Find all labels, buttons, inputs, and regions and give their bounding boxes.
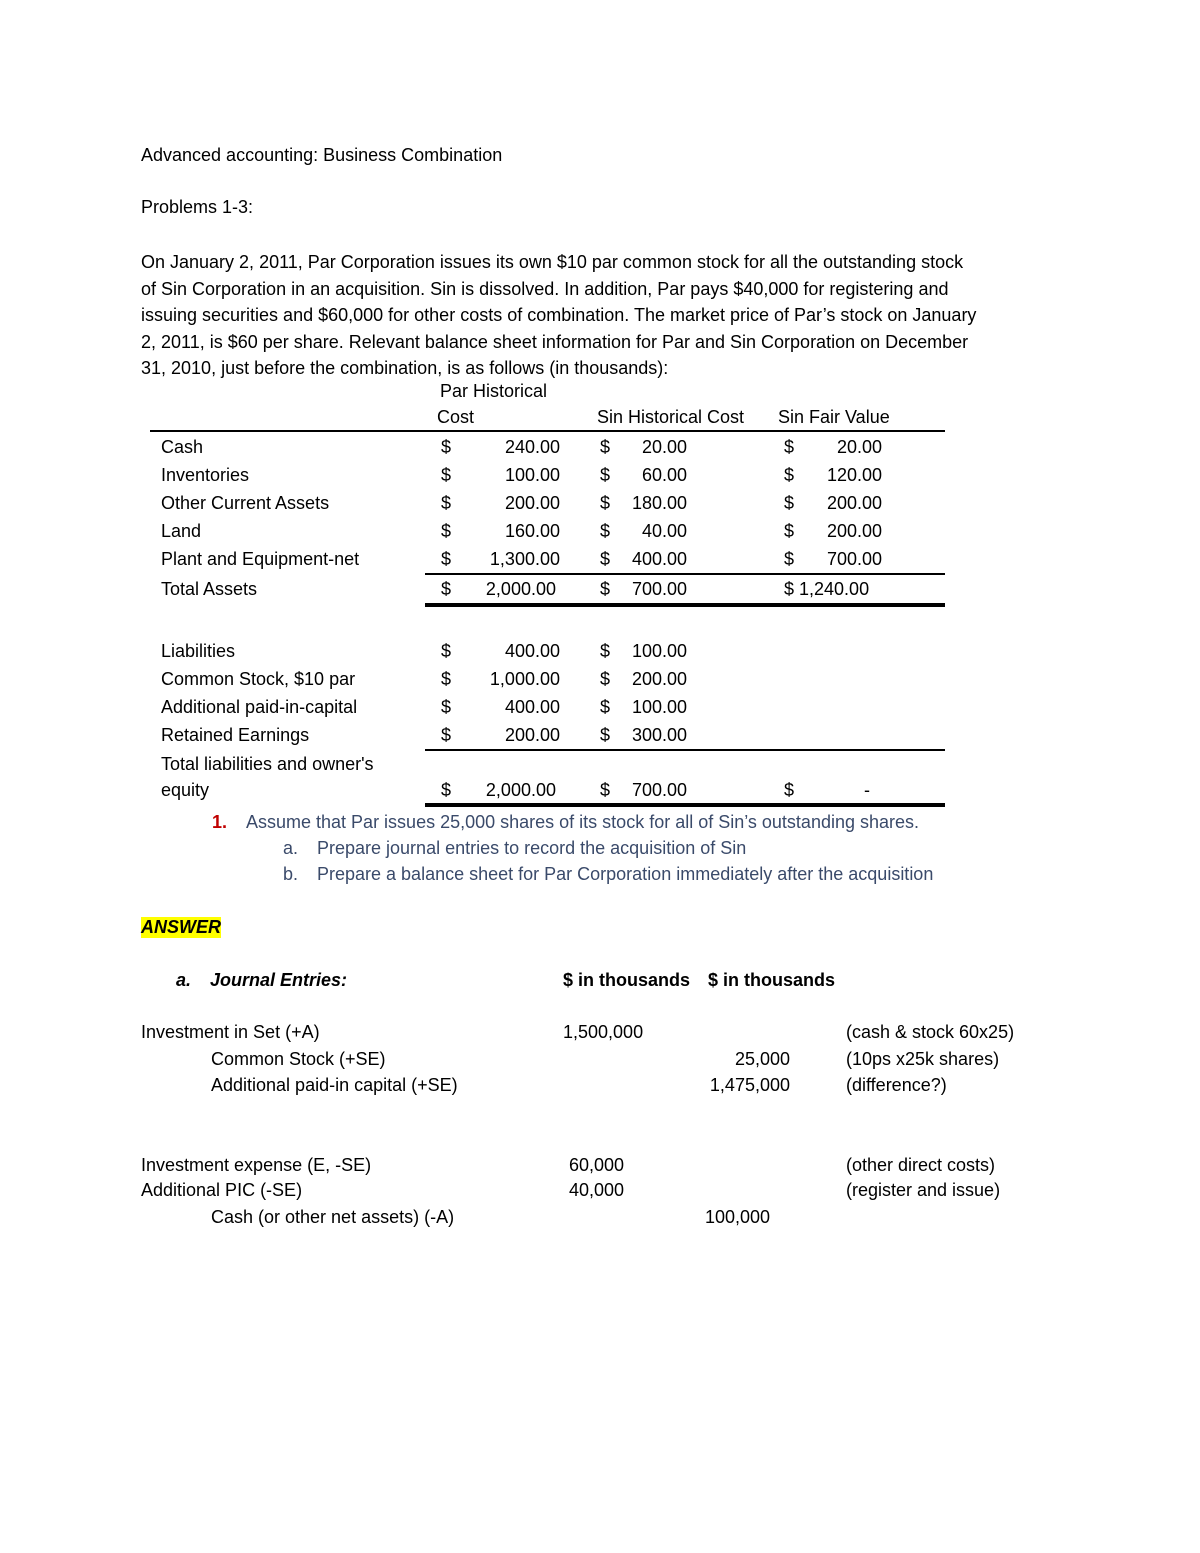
entry-note: (cash & stock 60x25)	[846, 1022, 1015, 1042]
col-header-par-line2: Cost	[437, 407, 475, 427]
entry-account: Additional PIC (-SE)	[141, 1180, 303, 1200]
par-value: 2,000.00	[485, 780, 556, 800]
question-b-text: Prepare a balance sheet for Par Corporation immediately after the acquisition	[317, 864, 934, 884]
dollar-sign: $	[600, 549, 611, 569]
sin-value: 700.00	[632, 579, 688, 599]
answer-part-label: a.	[176, 970, 192, 990]
dollar-sign: $	[784, 549, 795, 569]
entry-debit: 1,500,000	[563, 1022, 644, 1042]
sin-value: 100.00	[632, 697, 688, 717]
entry-note: (difference?)	[846, 1075, 947, 1095]
intro-line: issuing securities and $60,000 for other costs of combination. The market price of Par’s stock on January	[141, 305, 977, 325]
fair-value: 200.00	[826, 493, 882, 513]
entry-note: (10ps x25k shares)	[846, 1049, 1000, 1069]
par-value: 240.00	[504, 437, 560, 457]
row-label: Common Stock, $10 par	[161, 669, 356, 689]
dollar-sign: $	[441, 437, 452, 457]
sin-value: 40.00	[642, 521, 688, 541]
problems-heading: Problems 1-3:	[141, 197, 254, 217]
row-label: Other Current Assets	[161, 493, 330, 513]
dollar-sign: $	[441, 465, 452, 485]
dollar-sign: $	[784, 493, 795, 513]
problem-intro	[141, 249, 1061, 382]
sin-value: 20.00	[642, 437, 688, 457]
row-label: Liabilities	[161, 641, 236, 661]
column-header-credit: $ in thousands	[708, 970, 836, 990]
entry-account: Additional paid-in capital (+SE)	[211, 1075, 458, 1095]
intro-line: 2, 2011, is $60 per share. Relevant balance sheet information for Par and Sin Corporation on December	[141, 331, 969, 352]
dollar-sign: $	[441, 669, 452, 689]
col-header-par-line1: Par Historical	[440, 381, 548, 401]
dollar-sign: $	[600, 437, 611, 457]
question-b-label: b.	[283, 864, 299, 884]
fair-value: $ 1,240.00	[784, 579, 870, 599]
sin-value: 200.00	[632, 669, 688, 689]
row-label: Cash	[161, 437, 204, 457]
fair-value: 120.00	[826, 465, 882, 485]
par-value: 400.00	[504, 697, 560, 717]
answer-part-title: Journal Entries:	[210, 970, 348, 990]
par-value: 160.00	[504, 521, 560, 541]
dollar-sign: $	[600, 669, 611, 689]
entry-credit: 25,000	[734, 1049, 790, 1069]
row-label: Inventories	[161, 465, 250, 485]
col-header-sin-fair: Sin Fair Value	[778, 407, 890, 427]
dollar-sign: $	[441, 549, 452, 569]
row-label: Additional paid-in-capital	[161, 697, 358, 717]
entry-account: Investment expense (E, -SE)	[141, 1155, 372, 1175]
par-value: 1,000.00	[489, 669, 560, 689]
header-rule	[150, 430, 945, 432]
entry-account: Investment in Set (+A)	[141, 1022, 320, 1042]
dollar-sign: $	[600, 641, 611, 661]
dollar-sign: $	[600, 521, 611, 541]
intro-line: 31, 2010, just before the combination, is as follows (in thousands):	[141, 358, 669, 378]
dollar-sign: $	[441, 641, 452, 661]
entry-debit: 60,000	[569, 1155, 625, 1175]
dollar-sign: $	[784, 437, 795, 457]
entry-note: (other direct costs)	[846, 1155, 996, 1175]
row-label: Retained Earnings	[161, 725, 310, 745]
sin-value: 700.00	[632, 780, 688, 800]
dollar-sign: $	[600, 697, 611, 717]
question-a-text: Prepare journal entries to record the acquisition of Sin	[317, 838, 747, 858]
par-value: 100.00	[504, 465, 560, 485]
dollar-sign: $	[441, 579, 452, 599]
subtotal-rule-2	[425, 749, 945, 751]
dollar-sign: $	[784, 521, 795, 541]
intro-line: of Sin Corporation in an acquisition. Sin is dissolved. In addition, Par pays $40,000 for registering and	[141, 278, 949, 299]
entry-debit: 40,000	[569, 1180, 625, 1200]
answer-label: ANSWER	[141, 917, 221, 937]
dollar-sign: $	[600, 780, 611, 800]
dollar-sign: $	[441, 521, 452, 541]
dollar-sign: $	[784, 465, 795, 485]
sin-value: 400.00	[632, 549, 688, 569]
sin-value: 180.00	[632, 493, 688, 513]
dollar-sign: $	[784, 780, 795, 800]
question-text: Assume that Par issues 25,000 shares of its stock for all of Sin’s outstanding shares.	[246, 812, 920, 832]
dollar-sign: $	[441, 725, 452, 745]
row-label-total-assets: Total Assets	[161, 579, 258, 599]
total-liabilities-double-rule	[425, 803, 945, 807]
col-header-sin-historical: Sin Historical Cost	[597, 407, 745, 427]
dollar-sign: $	[600, 579, 611, 599]
row-label: Plant and Equipment-net	[161, 549, 360, 569]
subtotal-rule	[425, 573, 945, 575]
sin-value: 100.00	[632, 641, 688, 661]
fair-value: 200.00	[826, 521, 882, 541]
dollar-sign: $	[441, 493, 452, 513]
entry-credit: 100,000	[705, 1207, 771, 1227]
total-assets-double-rule	[425, 603, 945, 607]
dollar-sign: $	[600, 725, 611, 745]
dollar-sign: $	[600, 493, 611, 513]
document-title: Advanced accounting: Business Combination	[141, 145, 503, 165]
fair-value: -	[864, 780, 870, 800]
fair-value: 700.00	[826, 549, 882, 569]
row-label-total-liabilities-line1: Total liabilities and owner's	[161, 754, 374, 774]
par-value: 200.00	[504, 493, 560, 513]
row-label-total-liabilities-line2: equity	[161, 780, 210, 800]
entry-account: Cash (or other net assets) (-A)	[211, 1207, 455, 1227]
dollar-sign: $	[441, 697, 452, 717]
column-header-debit: $ in thousands	[563, 970, 691, 990]
dollar-sign: $	[600, 465, 611, 485]
row-label: Land	[161, 521, 202, 541]
sin-value: 300.00	[632, 725, 688, 745]
dollar-sign: $	[441, 780, 452, 800]
entry-credit: 1,475,000	[709, 1075, 790, 1095]
par-value: 400.00	[504, 641, 560, 661]
par-value: 200.00	[504, 725, 560, 745]
fair-value: 20.00	[836, 437, 882, 457]
par-value: 1,300.00	[489, 549, 560, 569]
entry-note: (register and issue)	[846, 1180, 1001, 1200]
sin-value: 60.00	[642, 465, 688, 485]
par-value: 2,000.00	[485, 579, 556, 599]
entry-account: Common Stock (+SE)	[211, 1049, 386, 1069]
intro-line: On January 2, 2011, Par Corporation issues its own $10 par common stock for all the outstanding stock	[141, 252, 964, 272]
question-number: 1.	[212, 812, 228, 832]
question-a-label: a.	[283, 838, 299, 858]
